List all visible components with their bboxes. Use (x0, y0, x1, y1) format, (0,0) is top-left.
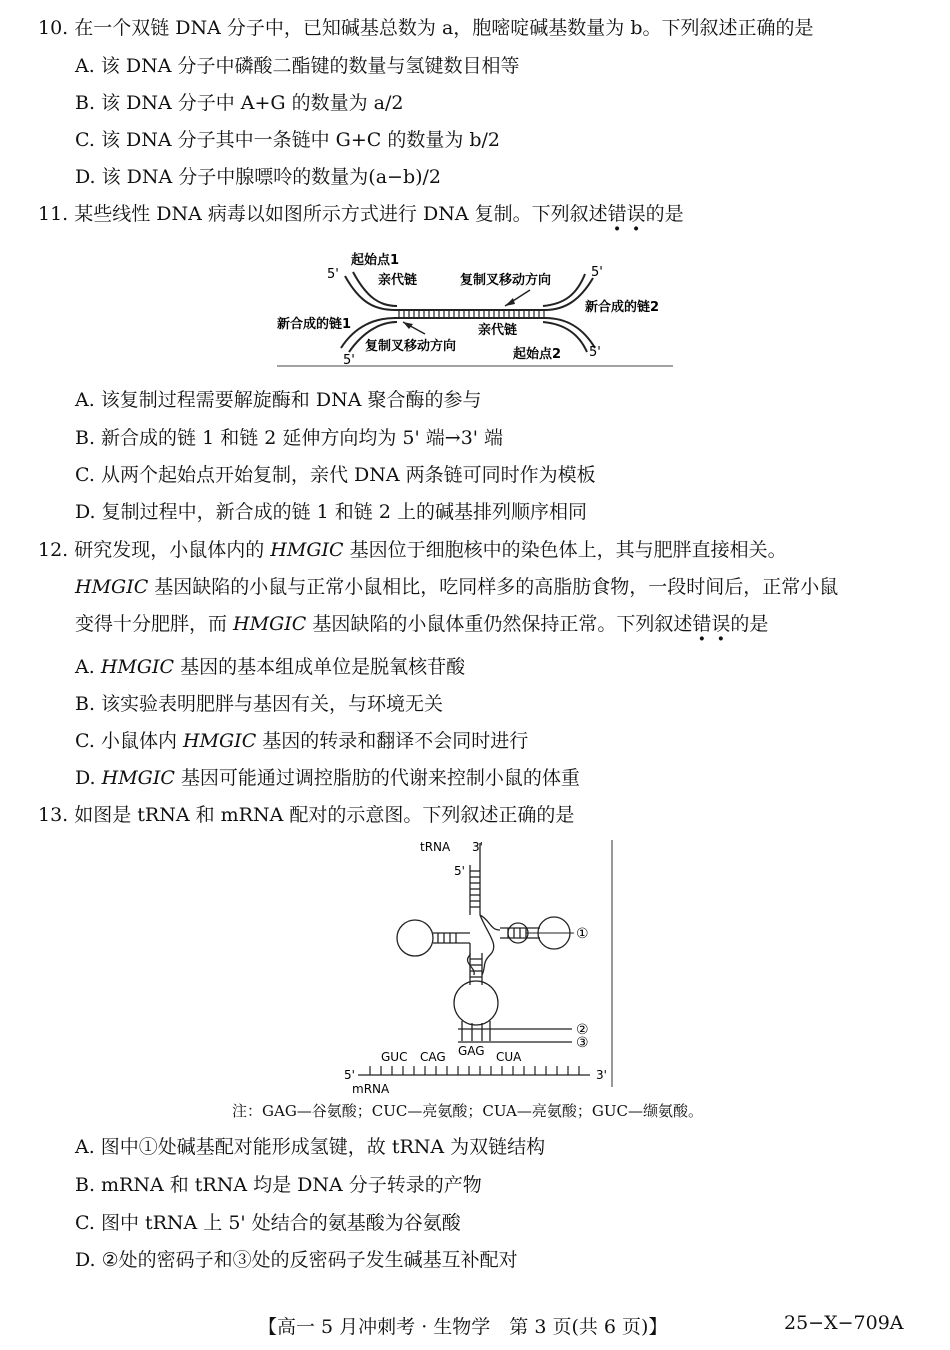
q12-c-prefix: C. 小鼠体内 (75, 730, 183, 752)
q10-option-c: C. 该 DNA 分子其中一条链中 G+C 的数量为 b/2 (75, 129, 501, 151)
q13-option-c: C. 图中 tRNA 上 5' 处结合的氨基酸为谷氨酸 (75, 1212, 461, 1234)
label-fork-direction-top: 复制叉移动方向 (460, 273, 552, 288)
marker-2: ② (576, 1022, 589, 1038)
q12-d-text: 基因可能通过调控脂肪的代谢来控制小鼠的体重 (174, 767, 580, 789)
q11-emphasis-1: 错 (607, 203, 627, 225)
label-5prime-left-bottom: 5' (343, 353, 355, 368)
q10-option-b: B. 该 DNA 分子中 A+G 的数量为 a/2 (75, 92, 404, 114)
q13-option-d: D. ②处的密码子和③处的反密码子发生碱基互补配对 (75, 1249, 518, 1271)
q12-d-prefix: D. (75, 767, 102, 789)
q12-stem-line3 (75, 612, 768, 636)
q12-stem-line1 (38, 538, 787, 562)
d-loop (397, 920, 433, 956)
q12-option-d (75, 766, 580, 790)
fork-arrowhead-left (403, 322, 413, 329)
dna-rungs (399, 310, 544, 318)
label-3prime-mrna: 3' (596, 1068, 607, 1082)
q12-text: 变得十分肥胖，而 (75, 613, 234, 635)
q12-text: 12. 研究发现，小鼠体内的 (38, 539, 271, 561)
q11-stem-text: 11. 某些线性 DNA 病毒以如图所示方式进行 DNA 复制。下列叙述 (38, 203, 608, 225)
q13-note: 注：GAG—谷氨酸；CUC—亮氨酸；CUA—亮氨酸；GUC—缬氨酸。 (232, 1102, 703, 1120)
q13-stem: 13. 如图是 tRNA 和 mRNA 配对的示意图。下列叙述正确的是 (38, 804, 575, 826)
label-new-strand2: 新合成的链2 (585, 300, 660, 315)
codon-4: CUA (496, 1050, 522, 1064)
label-origin1: 起始点1 (351, 253, 400, 268)
q12-emphasis-1: 错 (692, 613, 712, 635)
q12-emphasis-2: 误 (711, 613, 731, 635)
q11-stem-end: 的是 (645, 203, 684, 225)
label-trna: tRNA (420, 840, 451, 854)
q12-text: 基因缺陷的小鼠与正常小鼠相比，吃同样多的高脂肪食物，一段时间后，正常小鼠 (148, 576, 839, 598)
dna-ladder (395, 310, 545, 318)
q12-a-prefix: A. (75, 656, 101, 678)
anticodon-bases (458, 1021, 572, 1042)
label-5prime-mrna: 5' (344, 1068, 355, 1082)
footer-code: 25−X−709A (784, 1312, 904, 1334)
label-5prime-right-bottom: 5' (589, 345, 601, 360)
label-parent-strand-top: 亲代链 (378, 273, 418, 288)
q12-option-b: B. 该实验表明肥胖与基因有关，与环境无关 (75, 693, 444, 715)
label-5prime-right-top: 5' (591, 265, 603, 280)
fork-arrowhead-right (505, 298, 515, 306)
mrna-ticks (370, 1066, 579, 1075)
label-5prime-left-top: 5' (327, 267, 339, 282)
q12-gene: HMGIC (182, 730, 257, 752)
q11-stem (38, 202, 684, 226)
dna-replication-diagram (275, 248, 675, 368)
label-3prime-top: 3' (472, 840, 483, 854)
codon-2: CAG (420, 1050, 446, 1064)
q13-option-b: B. mRNA 和 tRNA 均是 DNA 分子转录的产物 (75, 1174, 482, 1196)
label-parent-strand-bottom: 亲代链 (478, 323, 518, 338)
label-new-strand1: 新合成的链1 (277, 317, 352, 332)
q11-emphasis-2: 误 (626, 203, 646, 225)
q12-gene: HMGIC (270, 539, 344, 561)
q12-option-c (75, 729, 528, 753)
q12-text: 的是 (730, 613, 769, 635)
q12-c-text: 基因的转录和翻译不会同时进行 (256, 730, 529, 752)
q11-option-c: C. 从两个起始点开始复制，亲代 DNA 两条链可同时作为模板 (75, 464, 596, 486)
anticodon-loop (454, 981, 498, 1025)
q12-a-text: 基因的基本组成单位是脱氧核苷酸 (174, 656, 466, 678)
label-5prime-top: 5' (454, 864, 465, 878)
pairing-site-1-circle (508, 923, 528, 943)
q12-text: 基因缺陷的小鼠体重仍然保持正常。下列叙述 (306, 613, 693, 635)
q10-option-d: D. 该 DNA 分子中腺嘌呤的数量为(a−b)/2 (75, 166, 442, 188)
q10-stem: 10. 在一个双链 DNA 分子中，已知碱基总数为 a，胞嘧啶碱基数量为 b。下列叙述正确的是 (38, 17, 814, 39)
anticodon-stem (470, 953, 482, 985)
label-mrna: mRNA (352, 1082, 390, 1095)
q11-option-a: A. 该复制过程需要解旋酶和 DNA 聚合酶的参与 (75, 389, 482, 411)
q13-option-a: A. 图中①处碱基配对能形成氢键，故 tRNA 为双链结构 (75, 1136, 546, 1158)
footer-title: 【高一 5 月冲刺考 · 生物学 第 3 页(共 6 页)】 (258, 1316, 668, 1338)
marker-3: ③ (576, 1035, 589, 1051)
q11-option-b: B. 新合成的链 1 和链 2 延伸方向均为 5' 端→3' 端 (75, 427, 504, 449)
codon-1: GUC (381, 1050, 408, 1064)
trna-mrna-diagram (340, 835, 620, 1095)
q12-gene: HMGIC (100, 656, 175, 678)
q12-gene: HMGIC (75, 576, 149, 598)
q11-option-d: D. 复制过程中，新合成的链 1 和链 2 上的碱基排列顺序相同 (75, 501, 587, 523)
q10-option-a: A. 该 DNA 分子中磷酸二酯键的数量与氢键数目相等 (75, 55, 520, 77)
marker-1: ① (576, 926, 589, 942)
label-origin2: 起始点2 (513, 347, 562, 362)
q12-text: 基因位于细胞核中的染色体上，其与肥胖直接相关。 (343, 539, 787, 561)
q12-gene: HMGIC (233, 613, 307, 635)
d-stem (433, 933, 470, 943)
q12-gene: HMGIC (101, 767, 175, 789)
label-fork-direction-bottom: 复制叉移动方向 (365, 339, 457, 354)
codon-3: GAG (458, 1044, 485, 1058)
q12-option-a (75, 655, 465, 679)
q12-stem-line2 (75, 575, 838, 599)
